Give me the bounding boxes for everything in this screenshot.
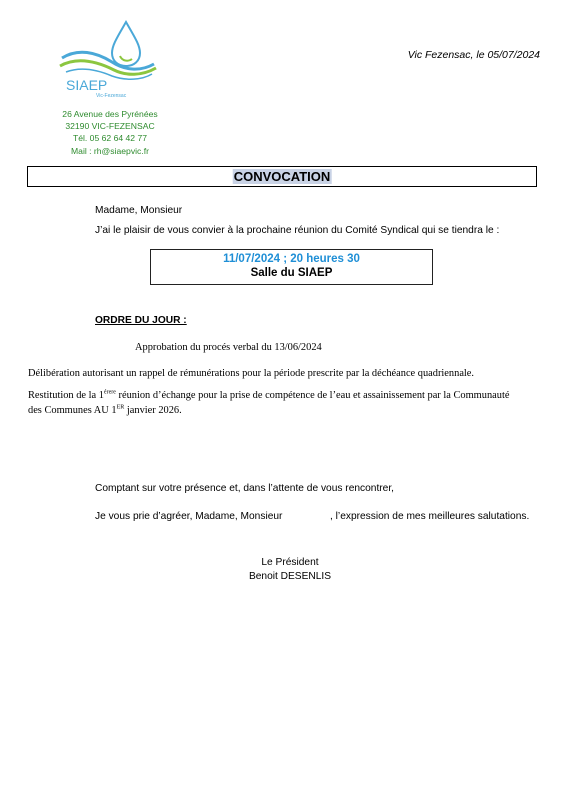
- sender-address: [40, 108, 180, 157]
- siaep-logo: [56, 18, 160, 100]
- signature-role: Le Président: [261, 557, 319, 568]
- agenda-item-3-post: réunion d’échange pour la prise de compétence de l’eau et assainissement par la Communauté: [115, 390, 510, 401]
- intro-text: J’ai le plaisir de vous convier à la prochaine réunion du Comité Syndical qui se tiendra le :: [95, 225, 500, 236]
- agenda-item-2: Délibération autorisant un rappel de rémunérations pour la période prescrite par la déchéance quadriennale.: [28, 368, 475, 379]
- salutation: Madame, Monsieur: [95, 205, 183, 216]
- agenda-item-3-sup: érere: [103, 389, 116, 396]
- agenda-item-3-line2-pre: des Communes AU 1: [28, 405, 117, 416]
- agenda-item-3: [28, 390, 509, 401]
- signature-name: Benoit DESENLIS: [248, 571, 332, 582]
- closing-line-2-start: Je vous prie d’agréer, Madame, Monsieur: [95, 511, 283, 522]
- agenda-item-3-line2-post: janvier 2026.: [124, 405, 182, 416]
- meeting-box: [150, 249, 433, 285]
- agenda-title: ORDRE DU JOUR :: [95, 315, 187, 326]
- address-phone: Tél. 05 62 64 42 77: [72, 133, 148, 144]
- meeting-datetime: 11/07/2024 ; 20 heures 30: [223, 253, 360, 265]
- address-city: 32190 VIC-FEZENSAC: [65, 121, 155, 132]
- page-title: CONVOCATION: [233, 169, 331, 184]
- place-date: Vic Fezensac, le 05/07/2024: [407, 49, 540, 61]
- logo-subtext: Vic-Fezensac: [96, 93, 127, 99]
- closing-line-1: Comptant sur votre présence et, dans l’attente de vous rencontrer,: [95, 483, 394, 494]
- address-mail: Mail : rh@siaepvic.fr: [71, 145, 149, 156]
- agenda-item-3-line2-sup: ER: [116, 404, 125, 411]
- agenda-item-3-pre: Restitution de la 1: [28, 390, 104, 401]
- title-box: [27, 166, 537, 187]
- meeting-place: Salle du SIAEP: [250, 267, 333, 279]
- closing-line-2-end: , l’expression de mes meilleures salutations.: [330, 511, 530, 522]
- agenda-item-1: Approbation du procés verbal du 13/06/2024: [135, 342, 322, 353]
- address-street: 26 Avenue des Pyrénées: [62, 109, 158, 119]
- agenda-item-3-line2: [28, 405, 182, 416]
- logo-text: SIAEP: [66, 77, 108, 93]
